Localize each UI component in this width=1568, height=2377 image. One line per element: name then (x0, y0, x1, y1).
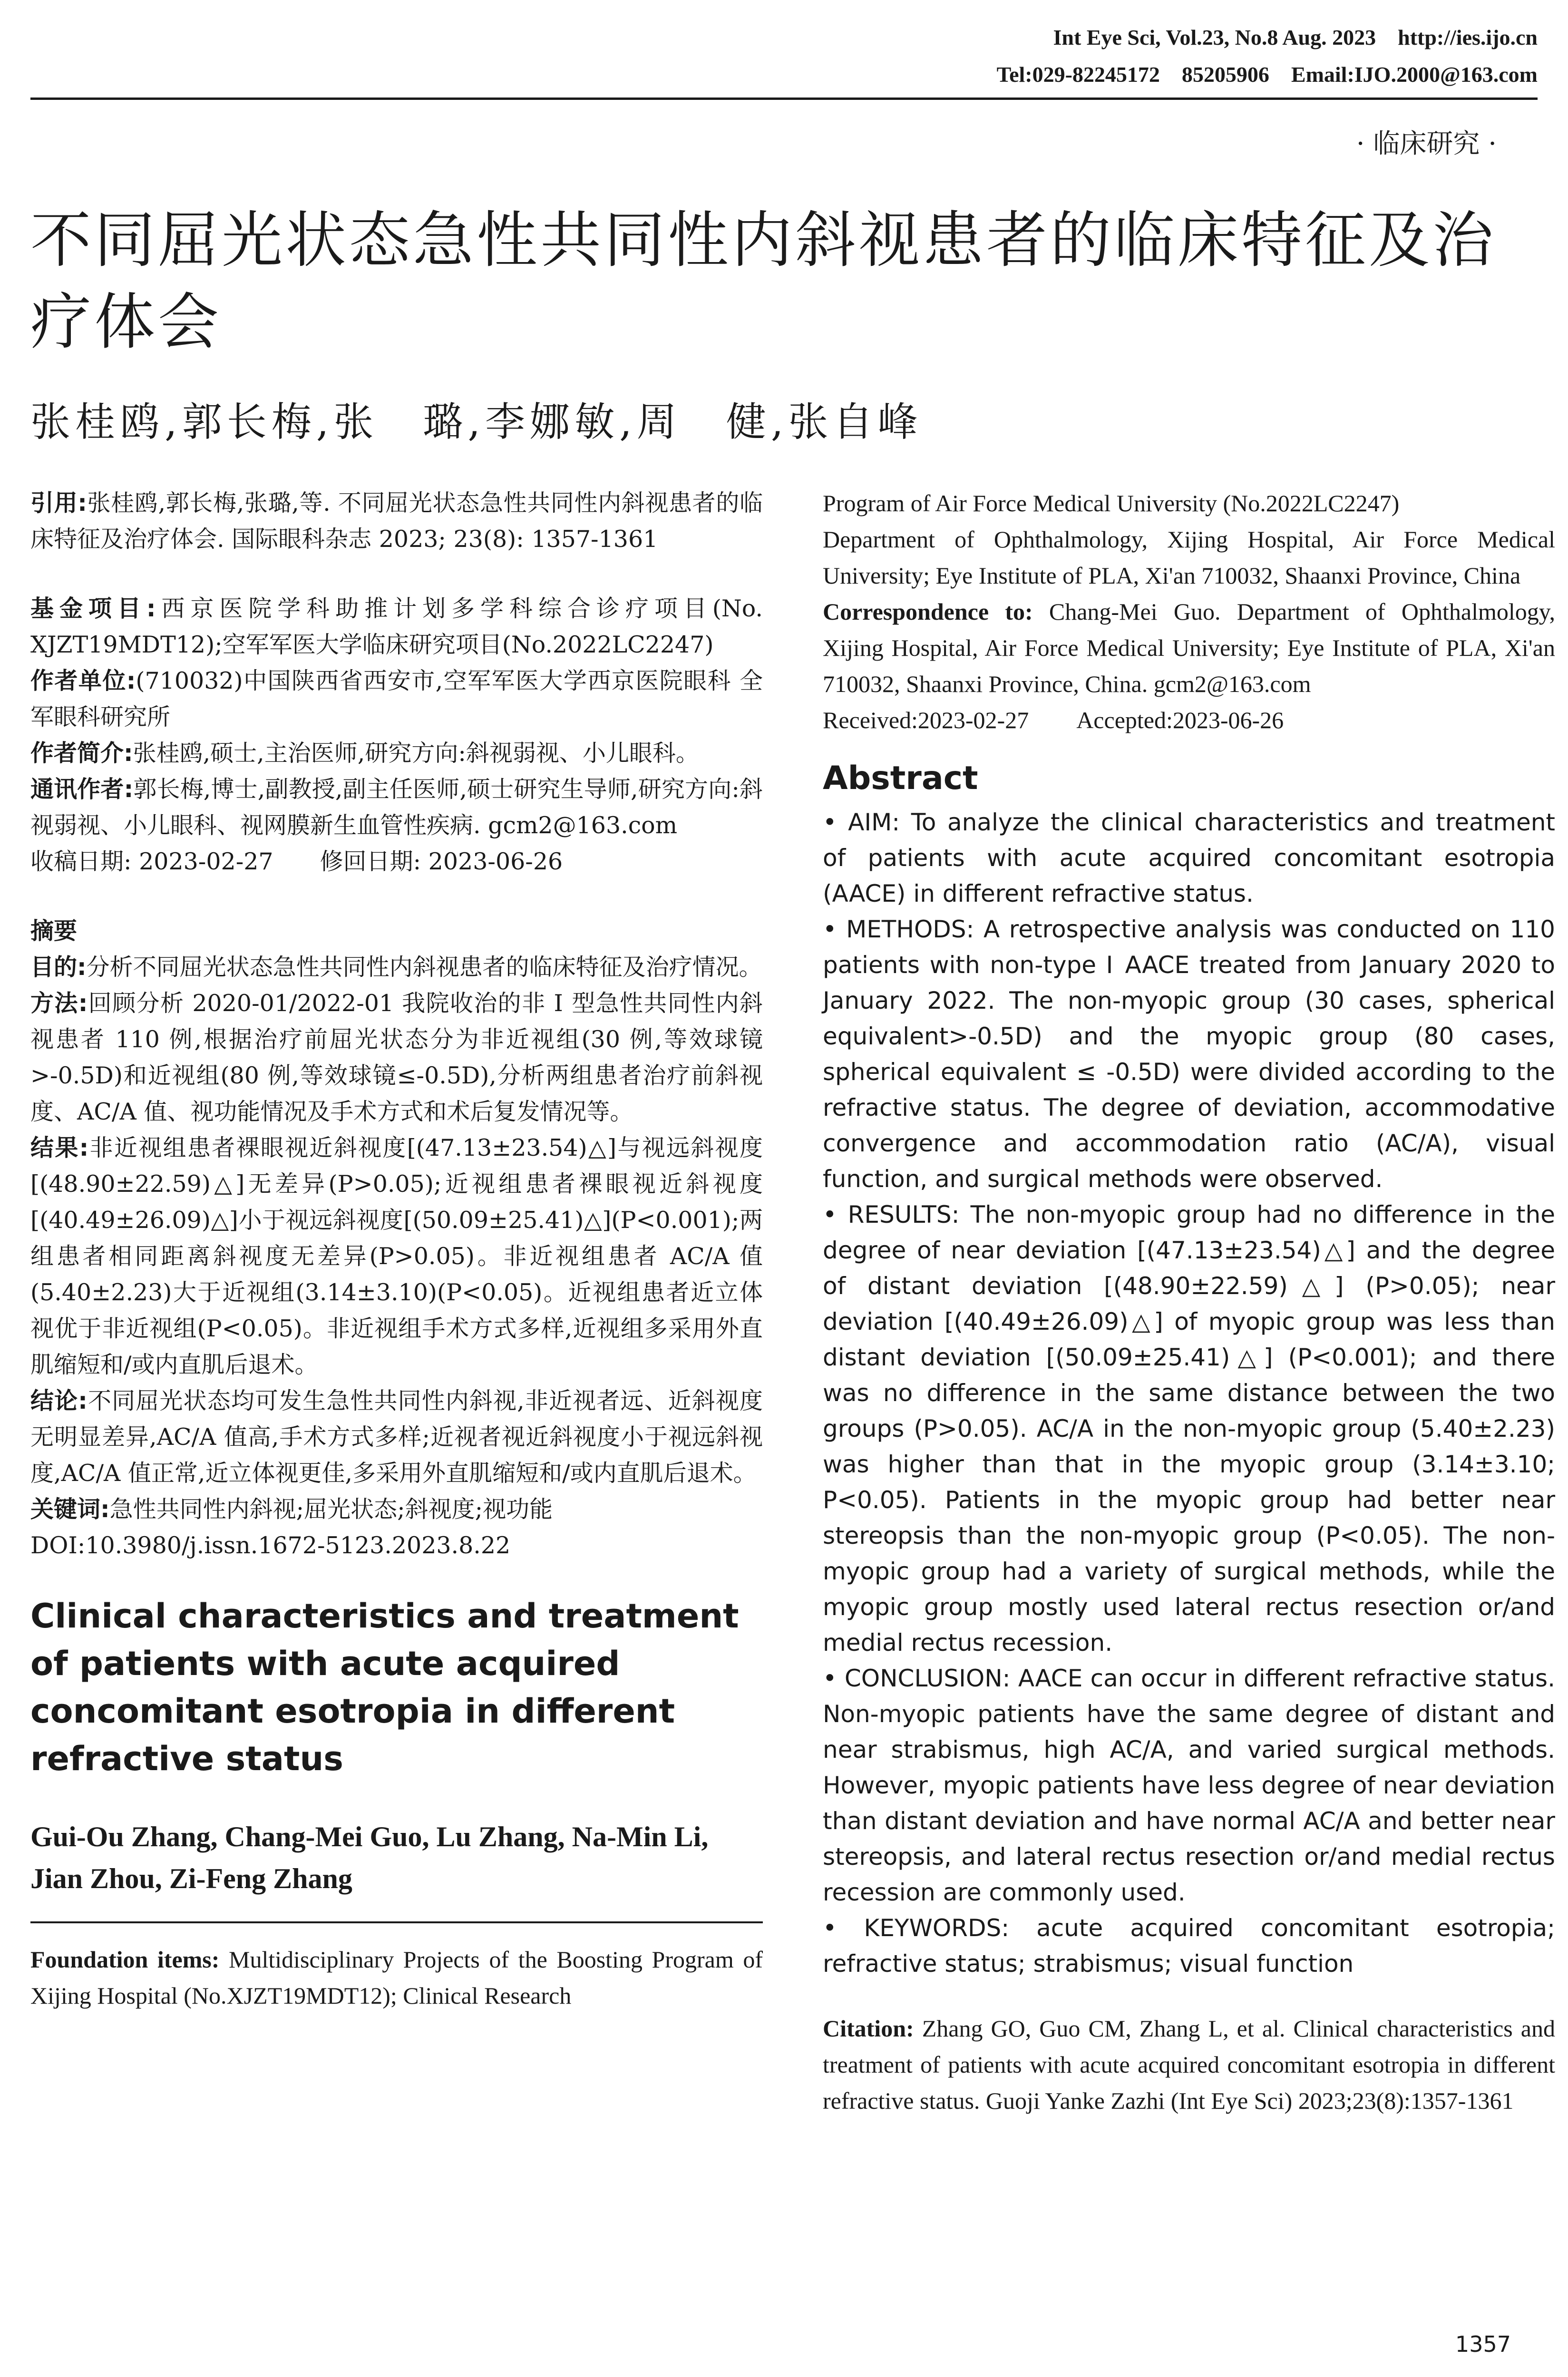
citation-cn-text: 张桂鸥,郭长梅,张璐,等. 不同屈光状态急性共同性内斜视患者的临床特征及治疗体会. 国际眼科杂志 2023; 23(8): 1357-1361 (30, 489, 763, 553)
abstract-heading-cn: 摘要 (30, 917, 78, 945)
keywords-en: • KEYWORDS: acute acquired concomitant esotropia; refractive status; strabismus; visual function (823, 1914, 1555, 1978)
aim-cn-label: 目的: (30, 954, 87, 981)
authors-cn: 张桂鸥,郭长梅,张 璐,李娜敏,周 健,张自峰 (30, 399, 923, 445)
corresponding-author-cn (30, 771, 763, 844)
aim-cn (30, 949, 763, 985)
header-rule (30, 97, 1538, 100)
fund-text: 西京医院学科助推计划多学科综合诊疗项目(No. XJZT19MDT12);空军军医大学临床研究项目(No.2022LC2247) (30, 595, 763, 658)
correspondence-en-text: Chang-Mei Guo. Department of Ophthalmology, Xijing Hospital, Air Force Medical University; Eye Institute of PLA, Xi'an 710032, Shaanxi Province, China. gcm2@163.com (823, 598, 1556, 697)
author-bio (30, 735, 763, 771)
abstract-heading-en: Abstract (823, 760, 978, 797)
section-label: · 临床研究 · (1356, 128, 1497, 159)
corr-cn-label: 通讯作者: (30, 776, 134, 803)
methods-cn-label: 方法: (30, 990, 88, 1017)
department-en: Department of Ophthalmology, Xijing Hospital, Air Force Medical University; Eye Institute of PLA, Xi'an 710032, Shaanxi Province, China (823, 526, 1555, 589)
aim-cn-text: 分析不同屈光状态急性共同性内斜视患者的临床特征及治疗情况。 (86, 954, 762, 981)
keywords-cn-text: 急性共同性内斜视;屈光状态;斜视度;视功能 (109, 1496, 553, 1523)
correspondence-en (823, 594, 1555, 702)
foundation-text: Multidisciplinary Projects of the Boosting Program of Xijing Hospital (No.XJZT19MDT12); Clinical Research (30, 1946, 763, 2009)
right-column (823, 485, 1555, 2119)
left-column (30, 485, 763, 2014)
conclusion-cn (30, 1383, 763, 1491)
received-accepted: Received:2023-02-27 Accepted:2023-06-26 (823, 707, 1284, 733)
doi: DOI:10.3980/j.issn.1672-5123.2023.8.22 (30, 1532, 511, 1559)
results-cn-text: 非近视组患者裸眼视近斜视度[(47.13±23.54)△]与视远斜视度[(48.90±22.59)△]无差异(P>0.05);近视组患者裸眼视近斜视度[(40.49±26.09)△]小于视远斜视度[(50.09±25.41)△](P<0.001);两组患者相同距离斜视度无差异(P>0.05)。非近视组患者 AC/A 值(5.40±2.23)大于近视组(3.14±3.10)(P<0.05)。近视组患者近立体视优于非近视组(P<0.05)。非近视组手术方式多样,近视组多采用外直肌缩短和/或内直肌后退术。 (30, 1134, 763, 1378)
unit-label: 作者单位: (30, 667, 136, 694)
page-number: 1357 (1455, 2331, 1511, 2357)
citation-en-label: Citation: (823, 2015, 914, 2042)
correspondence-en-label: Correspondence to: (823, 598, 1033, 625)
divider-rule (30, 1921, 763, 1923)
citation-en-text: Zhang GO, Guo CM, Zhang L, et al. Clinical characteristics and treatment of patients with acute acquired concomitant esotropia in different refractive status. Guoji Yanke Zazhi (Int Eye Sci) 2023;23(8):1357-1361 (823, 2015, 1556, 2114)
foundation-continued: Program of Air Force Medical University (No.2022LC2247) (823, 490, 1400, 516)
results-en: • RESULTS: The non-myopic group had no difference in the degree of near deviation [(47.13±23.54)△] and the degree of distant deviation [(48.90±22.59)△] (P>0.05); near deviation [(40.49±26.09)△] of myopic group was less than distant deviation [(50.09±25.41)△] (P<0.001); and there was no difference in the same distance between the two groups (P>0.05). AC/A in the non-myopic group (5.40±2.23) was higher than that in the myopic group (3.14±3.10; P<0.05). Patients in the myopic group had better near stereopsis than the non-myopic group (P<0.05). The non-myopic group had a variety of surgical methods, while the myopic group mostly used lateral rectus resection or/and medial rectus recession. (823, 1201, 1555, 1656)
bio-label: 作者简介: (30, 740, 133, 767)
methods-en: • METHODS: A retrospective analysis was conducted on 110 patients with non-type Ⅰ AACE treated from January 2020 to January 2022. The non-myopic group (30 cases, spherical equivalent>-0.5D) and the myopic group (80 cases, spherical equivalent ≤ -0.5D) were divided according to the refractive status. The degree of deviation, accommodative convergence and accommodation ratio (AC/A), visual function, and surgical methods were observed. (823, 916, 1555, 1193)
citation-cn (30, 485, 763, 557)
conclusion-en: • CONCLUSION: AACE can occur in different refractive status. Non-myopic patients have the same degree of distant and near strabismus, high AC/A, and varied surgical methods. However, myopic patients have less degree of near deviation than distant deviation and have normal AC/A and better near stereopsis, and lateral rectus resection or/and medial rectus recession are commonly used. (823, 1665, 1555, 1906)
conclusion-cn-label: 结论: (30, 1387, 88, 1414)
corr-cn-text: 郭长梅,博士,副教授,副主任医师,硕士研究生导师,研究方向:斜视弱视、小儿眼科、视网膜新生血管性疾病. gcm2@163.com (30, 776, 763, 839)
fund-label: 基金项目: (30, 595, 156, 622)
results-cn (30, 1130, 763, 1383)
methods-cn (30, 985, 763, 1130)
article-title-cn: 不同屈光状态急性共同性内斜视患者的临床特征及治疗体会 (30, 205, 1497, 358)
unit-text: (710032)中国陕西省西安市,空军军医大学西京医院眼科 全军眼科研究所 (30, 667, 763, 731)
authors-en: Gui-Ou Zhang, Chang-Mei Guo, Lu Zhang, Na-Min Li, Jian Zhou, Zi-Feng Zhang (30, 1821, 709, 1894)
results-cn-label: 结果: (30, 1134, 89, 1161)
citation-cn-label: 引用: (30, 489, 87, 516)
keywords-cn-label: 关键词: (30, 1496, 110, 1523)
article-title-en: Clinical characteristics and treatment of patients with acute acquired concomitant esotropia in different refractive status (30, 1597, 739, 1778)
journal-header-line2: Tel:029-82245172 85205906 Email:IJO.2000@163.com (996, 62, 1538, 87)
foundation-items (30, 1941, 763, 2014)
dates-cn: 收稿日期: 2023-02-27 修回日期: 2023-06-26 (30, 848, 563, 875)
citation-en (823, 2010, 1555, 2119)
author-unit (30, 663, 763, 735)
fund-info (30, 591, 763, 663)
keywords-cn (30, 1491, 763, 1528)
aim-en: • AIM: To analyze the clinical characteristics and treatment of patients with acute acquired concomitant esotropia (AACE) in different refractive status. (823, 809, 1555, 907)
journal-header-line1: Int Eye Sci, Vol.23, No.8 Aug. 2023 http://ies.ijo.cn (1053, 25, 1538, 49)
foundation-label: Foundation items: (30, 1946, 220, 1973)
conclusion-cn-text: 不同屈光状态均可发生急性共同性内斜视,非近视者远、近斜视度无明显差异,AC/A 值高,手术方式多样;近视者视近斜视度小于视远斜视度,AC/A 值正常,近立体视更佳,多采用外直肌缩短和/或内直肌后退术。 (30, 1387, 763, 1487)
methods-cn-text: 回顾分析 2020-01/2022-01 我院收治的非 Ⅰ 型急性共同性内斜视患者 110 例,根据治疗前屈光状态分为非近视组(30 例,等效球镜>-0.5D)和近视组(80 例,等效球镜≤-0.5D),分析两组患者治疗前斜视度、AC/A 值、视功能情况及手术方式和术后复发情况等。 (30, 990, 763, 1125)
bio-text: 张桂鸥,硕士,主治医师,研究方向:斜视弱视、小儿眼科。 (133, 740, 699, 767)
